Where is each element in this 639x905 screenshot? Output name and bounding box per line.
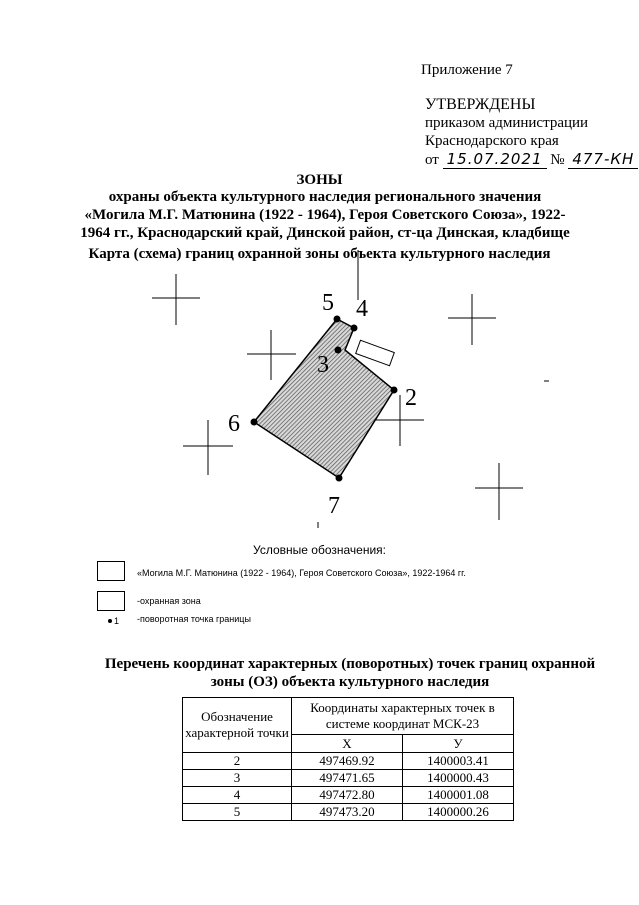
header-x: X xyxy=(292,735,403,753)
cell-x: 497471.65 xyxy=(292,770,403,787)
date-prefix: от xyxy=(425,152,439,168)
cell-point: 2 xyxy=(183,753,292,770)
coordinates-table xyxy=(182,697,514,821)
point-label-6: 6 xyxy=(228,411,240,437)
legend-zone-text: -охранная зона xyxy=(137,596,201,606)
cell-x: 497469.92 xyxy=(292,753,403,770)
cell-y: 1400003.41 xyxy=(403,753,514,770)
cell-point: 3 xyxy=(183,770,292,787)
point-label-2: 2 xyxy=(405,385,417,411)
header-point: Обозначение характерной точки xyxy=(183,698,292,753)
turning-point-2 xyxy=(391,387,398,394)
point-label-4: 4 xyxy=(356,296,368,322)
point-label-7: 7 xyxy=(328,493,340,519)
handwritten-date: 15.07.2021 xyxy=(443,150,547,169)
legend-point-number: 1 xyxy=(114,616,120,626)
order-line-2: Краснодарского края xyxy=(425,133,559,149)
zones-title: ЗОНЫ xyxy=(296,172,343,188)
cell-point: 5 xyxy=(183,804,292,821)
table-row xyxy=(183,787,514,804)
turning-point-7 xyxy=(336,475,343,482)
header-coords: Координаты характерных точек в системе координат МСК-23 xyxy=(292,698,514,735)
approved-heading: УТВЕРЖДЕНЫ xyxy=(425,96,536,113)
cell-y: 1400000.26 xyxy=(403,804,514,821)
monument-outline xyxy=(356,340,395,365)
number-prefix: № xyxy=(550,152,565,168)
cell-x: 497473.20 xyxy=(292,804,403,821)
header-y: У xyxy=(403,735,514,753)
turning-point-5 xyxy=(334,316,341,323)
turning-point-6 xyxy=(251,419,258,426)
protection-zone xyxy=(254,319,394,478)
cell-point: 4 xyxy=(183,787,292,804)
object-subject: охраны объекта культурного наследия регионального значения «Могила М.Г. Матюнина (1922 - 1964), Героя Советского Союза», 1922-1964 гг., Краснодарский край, Динской район, ст-ца Динская, кладбище xyxy=(80,189,570,241)
coordinates-title: Перечень координат характерных (поворотных) точек границ охранной зоны (ОЗ) объекта культурного наследия xyxy=(104,656,596,690)
table-row xyxy=(183,804,514,821)
cell-y: 1400000.43 xyxy=(403,770,514,787)
turning-point-3 xyxy=(335,347,342,354)
legend-point-text: -поворотная точка границы xyxy=(137,614,251,624)
legend-point-symbol xyxy=(108,619,112,623)
table-row xyxy=(183,753,514,770)
point-label-5: 5 xyxy=(322,290,334,316)
order-line-1: приказом администрации xyxy=(425,115,589,131)
map-title: Карта (схема) границ охранной зоны объекта культурного наследия xyxy=(88,246,551,262)
legend-monument-text: «Могила М.Г. Матюнина (1922 - 1964), Героя Советского Союза», 1922-1964 гг. xyxy=(137,568,466,578)
turning-point-4 xyxy=(351,325,358,332)
cell-x: 497472.80 xyxy=(292,787,403,804)
legend-zone-swatch xyxy=(97,591,125,611)
appendix-label: Приложение 7 xyxy=(421,62,513,78)
legend-title: Условные обозначения: xyxy=(253,543,386,557)
legend-monument-swatch xyxy=(97,561,125,581)
cell-y: 1400001.08 xyxy=(403,787,514,804)
table-row xyxy=(183,770,514,787)
point-label-3: 3 xyxy=(317,352,329,378)
handwritten-number: 477-КН xyxy=(568,150,638,169)
